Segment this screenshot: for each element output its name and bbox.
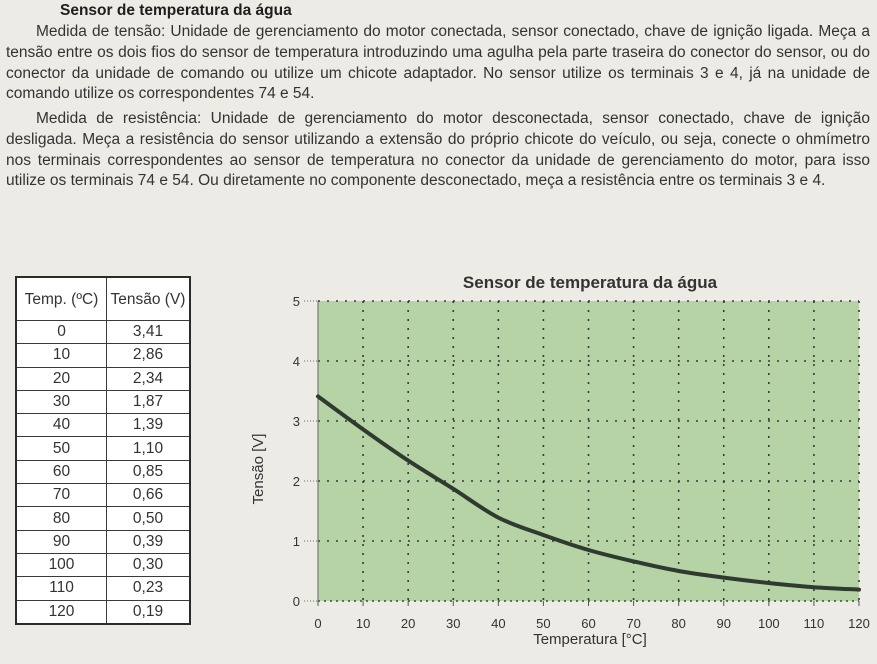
x-tick-label: 90 (716, 616, 731, 631)
table-row (16, 600, 190, 624)
header-temperature: Temp. (ºC) (16, 277, 107, 321)
voltage-cell: 1,87 (107, 390, 191, 413)
x-tick-label: 40 (491, 616, 506, 631)
voltage-cell: 2,86 (107, 344, 191, 367)
x-tick-label: 0 (314, 616, 322, 631)
temperature-cell: 100 (16, 553, 107, 576)
table-row (16, 530, 190, 553)
y-tick-label: 0 (292, 594, 300, 609)
x-tick-label: 80 (671, 616, 686, 631)
temperature-cell: 60 (16, 460, 107, 483)
y-tick-label: 1 (292, 534, 300, 549)
x-tick-label: 70 (626, 616, 641, 631)
table-body (16, 321, 190, 624)
voltage-cell: 0,85 (107, 460, 191, 483)
table-row (16, 437, 190, 460)
x-tick-label: 20 (400, 616, 416, 631)
temperature-cell: 0 (16, 321, 107, 344)
voltage-cell: 0,66 (107, 484, 191, 507)
x-axis-label: Temperatura [°C] (533, 631, 647, 648)
table-row (16, 344, 190, 367)
x-tick-label: 10 (355, 616, 371, 631)
y-tick-label: 5 (292, 294, 300, 309)
table-row (16, 390, 190, 413)
voltage-cell: 0,39 (107, 530, 191, 553)
paragraph-text: Medida de tensão: Unidade de gerenciamento do motor conectada, sensor conectado, chave de ignição ligada. Meça a tensão entre os dois fios do sensor de temperatura introduzindo uma agulha pela parte traseira do conector do sensor, ou do conector da unidade de comando ou utilize um chicote adaptador. No sensor utilize os terminais 3 e 4, já na unidade de comando utilize os correspondentes 74 e 54. (6, 23, 870, 103)
temperature-cell: 10 (16, 344, 107, 367)
table-row (16, 507, 190, 530)
resistance-measurement-paragraph (6, 109, 870, 192)
x-tick-label: 60 (581, 616, 596, 631)
y-tick-label: 2 (292, 474, 300, 489)
temperature-cell: 20 (16, 367, 107, 390)
table-row (16, 577, 190, 600)
y-axis-label: Tensão [V] (250, 433, 267, 505)
x-tick-label: 110 (803, 616, 825, 631)
voltage-measurement-paragraph (6, 22, 870, 105)
voltage-cell: 3,41 (107, 321, 191, 344)
x-tick-label: 50 (536, 616, 551, 631)
temperature-cell: 110 (16, 577, 107, 600)
temperature-cell: 80 (16, 507, 107, 530)
temperature-cell: 50 (16, 437, 107, 460)
voltage-cell: 1,10 (107, 437, 191, 460)
y-tick-label: 4 (292, 354, 300, 369)
x-tick-label: 30 (446, 616, 461, 631)
table-row (16, 321, 190, 344)
table-row (16, 460, 190, 483)
x-tick-label: 120 (848, 616, 870, 631)
y-tick-label: 3 (292, 414, 300, 429)
table-header-row (16, 277, 190, 321)
table-row (16, 484, 190, 507)
temperature-cell: 120 (16, 600, 107, 624)
temperature-cell: 70 (16, 484, 107, 507)
voltage-cell: 0,30 (107, 553, 191, 576)
voltage-cell: 2,34 (107, 367, 191, 390)
temperature-voltage-table (15, 276, 191, 625)
temperature-cell: 30 (16, 390, 107, 413)
temperature-voltage-chart (240, 268, 870, 658)
table-row (16, 553, 190, 576)
paragraph-text: Medida de resistência: Unidade de gerenciamento do motor desconectada, sensor conectado, chave de ignição desligada. Meça a resistência do sensor utilizando a extensão do próprio chicote do veículo, ou seja, conecte o ohmímetro nos terminais correspondentes ao sensor de temperatura no conector da unidade de gerenciamento do motor, para isso utilize os terminais 74 e 54. Ou diretamente no componente desconectado, meça a resistência entre os terminais 3 e 4. (6, 110, 870, 190)
temperature-cell: 90 (16, 530, 107, 553)
chart-title: Sensor de temperatura da água (462, 273, 718, 292)
table-row (16, 367, 190, 390)
voltage-cell: 1,39 (107, 414, 191, 437)
table-row (16, 414, 190, 437)
voltage-cell: 0,23 (107, 577, 191, 600)
x-tick-label: 100 (757, 616, 780, 631)
voltage-cell: 0,50 (107, 507, 191, 530)
header-voltage: Tensão (V) (107, 277, 191, 321)
voltage-cell: 0,19 (107, 600, 191, 624)
temperature-cell: 40 (16, 414, 107, 437)
page-heading: Sensor de temperatura da água (60, 2, 292, 19)
